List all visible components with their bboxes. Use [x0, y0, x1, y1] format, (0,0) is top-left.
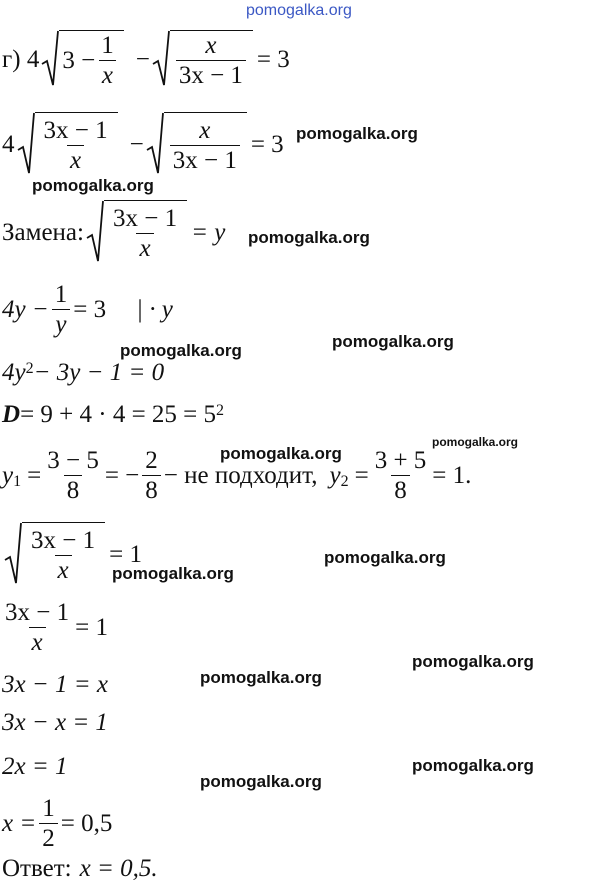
root-symbol: y	[329, 462, 341, 489]
numerator: x	[205, 32, 217, 59]
radical-sign-icon	[17, 112, 35, 176]
rhs: = 0,5	[60, 810, 113, 837]
numerator: 3x − 1	[112, 205, 178, 232]
equation-line-13	[2, 796, 112, 851]
exponent: 2	[25, 359, 34, 377]
equation-line-2	[2, 112, 284, 176]
roots-line	[2, 448, 471, 503]
fraction	[142, 448, 161, 503]
rhs: = 1	[75, 614, 108, 641]
radical-sign-icon	[146, 112, 164, 176]
discriminant-line	[2, 402, 224, 427]
fraction	[28, 528, 98, 583]
substitution-label: Замена:	[2, 218, 84, 246]
radical	[86, 200, 187, 264]
subscript: 2	[340, 472, 349, 490]
fraction	[52, 282, 71, 337]
radical	[146, 112, 247, 176]
watermark-top: pomogalka.org	[246, 2, 352, 19]
watermark: pomogalka.org	[200, 772, 322, 791]
denominator: x	[136, 233, 153, 261]
rhs: = 1	[109, 540, 142, 568]
radical-term: 3 −	[62, 47, 96, 74]
fraction	[372, 448, 430, 503]
denominator: 8	[391, 475, 410, 503]
answer-label: Ответ:	[2, 855, 72, 882]
denominator: 3x − 1	[176, 60, 246, 88]
radical	[152, 30, 253, 88]
equation-line-1	[2, 30, 290, 88]
discriminant-expression: = 9 + 4 · 4 = 25 = 5	[20, 401, 217, 428]
equation-line-11: 3x − x = 1	[2, 709, 108, 736]
radical-sign-icon	[86, 200, 104, 264]
answer-value: x = 0,5.	[79, 855, 158, 882]
coefficient: 4	[2, 130, 15, 158]
substitution-line	[2, 200, 225, 264]
radical	[17, 112, 118, 176]
fraction	[39, 796, 58, 851]
watermark: pomogalka.org	[432, 435, 519, 449]
exponent: 2	[216, 401, 225, 419]
numerator: 1	[42, 795, 55, 822]
operator: = −	[104, 462, 140, 489]
numerator: 1	[54, 281, 68, 308]
multiplier-note: | · y	[136, 296, 173, 323]
denominator: x	[99, 60, 116, 88]
watermark: pomogalka.org	[248, 228, 370, 247]
denominator: 2	[39, 823, 58, 851]
discriminant-symbol: D	[2, 401, 21, 428]
rhs: = 3	[250, 130, 284, 158]
radical-sign-icon	[4, 522, 22, 586]
numerator: 1	[101, 32, 114, 59]
watermark: pomogalka.org	[332, 332, 454, 351]
numerator: x	[199, 117, 211, 144]
watermark: pomogalka.org	[296, 124, 418, 143]
rhs: = 1.	[432, 462, 472, 489]
rhs: = 3	[73, 296, 107, 323]
numerator: 3 + 5	[374, 447, 427, 474]
radical	[4, 522, 105, 586]
watermark: pomogalka.org	[112, 564, 234, 583]
watermark: pomogalka.org	[32, 176, 154, 195]
fraction	[110, 206, 180, 261]
term: − 3y − 1 = 0	[33, 359, 165, 386]
quadratic-line	[2, 360, 164, 385]
numerator: 3x − 1	[31, 527, 96, 554]
operator: =	[27, 462, 42, 489]
watermark: pomogalka.org	[412, 756, 534, 775]
watermark: pomogalka.org	[412, 652, 534, 671]
rhs: = y	[191, 218, 226, 246]
watermark: pomogalka.org	[324, 548, 446, 567]
denominator: 8	[64, 475, 83, 503]
numerator: 2	[145, 447, 158, 474]
watermark: pomogalka.org	[220, 444, 342, 463]
numerator: 3 − 5	[47, 447, 99, 474]
root-note: − не подходит,	[163, 462, 318, 489]
radical	[41, 30, 123, 88]
equation-line-10: 3x − 1 = x	[2, 671, 108, 698]
denominator: 8	[142, 475, 161, 503]
equation-line-8	[2, 522, 142, 586]
denominator: y	[52, 309, 69, 337]
root-symbol: y	[2, 462, 14, 489]
operator: =	[354, 462, 369, 489]
numerator: 3x − 1	[43, 117, 108, 144]
task-label: г) 4	[2, 45, 40, 73]
fraction	[44, 448, 102, 503]
denominator: x	[55, 555, 72, 583]
fraction	[98, 33, 117, 88]
lhs: 4y −	[2, 296, 49, 323]
answer-line	[2, 856, 158, 881]
watermark: pomogalka.org	[200, 668, 322, 687]
watermark: pomogalka.org	[120, 341, 242, 360]
denominator: x	[67, 145, 84, 173]
fraction	[2, 600, 72, 655]
fraction	[41, 118, 111, 173]
numerator: 3x − 1	[5, 599, 70, 626]
lhs: x =	[2, 810, 37, 837]
radical-sign-icon	[41, 30, 59, 88]
denominator: 3x − 1	[170, 145, 240, 173]
equation-line-4	[2, 282, 173, 337]
fraction	[176, 33, 246, 88]
fraction	[170, 118, 240, 173]
radical-sign-icon	[152, 30, 170, 88]
equation-line-9	[2, 600, 108, 655]
rhs: = 3	[256, 45, 290, 73]
operator: −	[135, 45, 150, 73]
denominator: x	[29, 627, 46, 655]
subscript: 1	[13, 472, 22, 490]
operator: −	[129, 130, 144, 158]
term: 4y	[2, 359, 26, 386]
equation-line-12: 2x = 1	[2, 753, 68, 780]
